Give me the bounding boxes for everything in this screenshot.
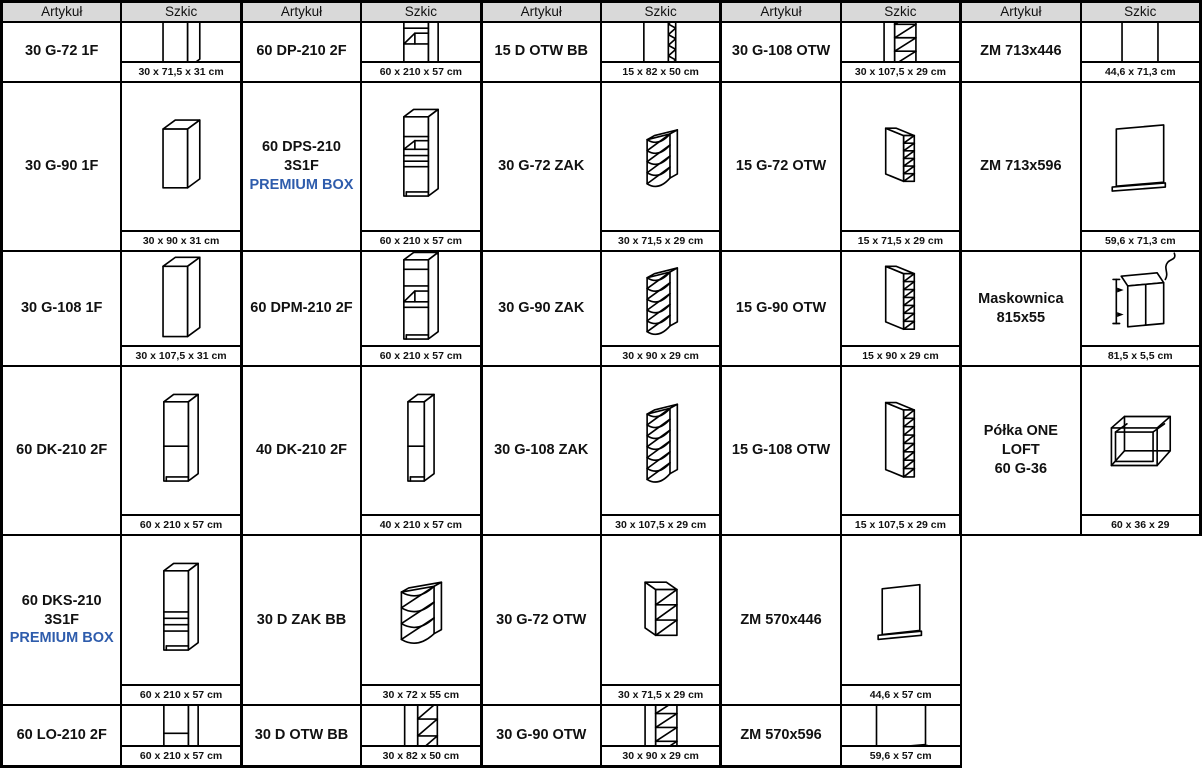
article-name: 60 DP-210 2F: [256, 43, 347, 60]
front-panel-570x596-icon: [842, 706, 960, 745]
dimensions-label: 30 x 107,5 x 31 cm: [122, 345, 239, 365]
article-cell: [241, 82, 361, 251]
sketch-cell: [841, 535, 961, 704]
wall-open-shelf-15-72-icon: [842, 83, 959, 230]
tall-cabinet-dps-icon: [362, 83, 479, 230]
column-header-artykul: Artykuł: [721, 2, 841, 22]
article-name: 60 DK-210 2F: [16, 442, 108, 459]
article-cell: [241, 22, 361, 82]
article-name: 60 DKS-210 3S1F: [21, 592, 102, 628]
article-name: 815x55: [996, 309, 1046, 326]
sketch-cell: [1081, 251, 1201, 366]
catalog-row: [2, 82, 1201, 251]
article-cell: [481, 535, 601, 704]
sketch-cell: [121, 535, 241, 704]
wall-open-shelf-30-90-icon: [602, 706, 719, 745]
sketch-cell: [841, 22, 961, 82]
wall-corner-shelf-90-icon: [602, 252, 719, 345]
sketch-cell: [361, 251, 481, 366]
article-name: 30 G-90 OTW: [496, 726, 587, 743]
article-cell: [2, 705, 122, 767]
wall-open-shelf-15-108-icon: [842, 367, 959, 514]
empty-cell: [1081, 705, 1201, 767]
article-name: 30 G-72 OTW: [496, 611, 587, 628]
open-frame-shelf-icon: [1082, 367, 1199, 514]
sketch-cell: [1081, 22, 1201, 82]
wall-open-shelf-30-72-icon: [602, 536, 719, 683]
article-name: 60 DPS-210 3S1F: [261, 139, 341, 175]
article-name: 30 G-72 ZAK: [498, 158, 585, 175]
dimensions-label: 60 x 36 x 29: [1082, 514, 1199, 534]
article-name: 40 DK-210 2F: [255, 442, 348, 459]
dimensions-label: 60 x 210 x 57 cm: [362, 345, 479, 365]
front-panel-713x446-icon: [1082, 23, 1199, 61]
article-name: 15 G-108 OTW: [731, 442, 831, 459]
column-header-szkic: Szkic: [361, 2, 481, 22]
sketch-cell: [841, 82, 961, 251]
dimensions-label: 15 x 82 x 50 cm: [602, 61, 719, 81]
dimensions-label: 30 x 90 x 29 cm: [602, 345, 719, 365]
dimensions-label: 44,6 x 57 cm: [842, 684, 960, 704]
article-cell: [2, 82, 122, 251]
front-panel-570x446-icon: [842, 536, 960, 683]
article-cell: [481, 82, 601, 251]
article-cell: [481, 22, 601, 82]
article-name: 30 G-72 1F: [25, 43, 99, 60]
tall-cabinet-lo-icon: [122, 706, 239, 745]
base-corner-shelf-30-icon: [362, 536, 479, 683]
empty-cell: [1081, 535, 1201, 704]
dimensions-label: 59,6 x 71,3 cm: [1082, 230, 1199, 250]
sketch-cell: [361, 366, 481, 535]
article-name: 30 G-108 ZAK: [494, 442, 589, 459]
empty-cell: [961, 705, 1081, 767]
dimensions-label: 30 x 71,5 x 31 cm: [122, 61, 239, 81]
sketch-cell: [841, 705, 961, 767]
base-open-shelf-30-icon: [362, 706, 479, 745]
empty-cell: [961, 535, 1081, 704]
dimensions-label: 15 x 90 x 29 cm: [842, 345, 959, 365]
article-name: 30 D ZAK BB: [256, 611, 347, 628]
article-name: 30 G-108 OTW: [731, 43, 831, 60]
sketch-cell: [361, 82, 481, 251]
dimensions-label: 81,5 x 5,5 cm: [1082, 345, 1199, 365]
dimensions-label: 59,6 x 57 cm: [842, 745, 960, 765]
tall-cabinet-dks-icon: [122, 536, 239, 683]
column-header-szkic: Szkic: [1081, 2, 1201, 22]
sketch-cell: [121, 22, 241, 82]
sketch-cell: [601, 705, 721, 767]
cabinet-1door-108-icon: [122, 252, 239, 345]
dimensions-label: 60 x 210 x 57 cm: [122, 684, 239, 704]
tall-cabinet-dk-60-icon: [122, 367, 239, 514]
dimensions-label: 60 x 210 x 57 cm: [362, 61, 479, 81]
wall-corner-shelf-108-icon: [602, 367, 719, 514]
dimensions-label: 30 x 107,5 x 29 cm: [602, 514, 719, 534]
tall-cabinet-dk-40-icon: [362, 367, 479, 514]
article-cell: [481, 366, 601, 535]
catalog-row: [2, 22, 1201, 82]
sketch-cell: [601, 22, 721, 82]
article-cell: [241, 705, 361, 767]
dimensions-label: 60 x 210 x 57 cm: [122, 514, 239, 534]
dimensions-label: 30 x 90 x 29 cm: [602, 745, 719, 765]
column-header-artykul: Artykuł: [2, 2, 122, 22]
sketch-cell: [121, 366, 241, 535]
article-cell: [721, 251, 841, 366]
article-name: 15 G-72 OTW: [735, 158, 827, 175]
sketch-cell: [841, 251, 961, 366]
sketch-cell: [1081, 82, 1201, 251]
article-name: ZM 570x596: [740, 726, 822, 743]
sketch-cell: [361, 705, 481, 767]
wall-open-shelf-15-90-icon: [842, 252, 959, 345]
column-header-artykul: Artykuł: [481, 2, 601, 22]
premium-box-label: PREMIUM BOX: [249, 176, 354, 193]
article-cell: [961, 82, 1081, 251]
dimensions-label: 40 x 210 x 57 cm: [362, 514, 479, 534]
sketch-cell: [601, 366, 721, 535]
article-name: 60 G-36: [994, 461, 1048, 478]
dimensions-label: 15 x 71,5 x 29 cm: [842, 230, 959, 250]
sketch-cell: [121, 705, 241, 767]
header-row: [2, 2, 1201, 22]
article-cell: [2, 22, 122, 82]
wall-corner-shelf-72-icon: [602, 83, 719, 230]
article-name: 60 LO-210 2F: [16, 726, 107, 743]
article-cell: [961, 366, 1081, 535]
dimensions-label: 30 x 90 x 31 cm: [122, 230, 239, 250]
sketch-cell: [601, 251, 721, 366]
article-cell: [961, 251, 1081, 366]
column-header-szkic: Szkic: [841, 2, 961, 22]
tall-cabinet-dp-icon: [362, 23, 479, 61]
article-cell: [2, 251, 122, 366]
article-cell: [961, 22, 1081, 82]
article-cell: [481, 705, 601, 767]
article-cell: [241, 251, 361, 366]
article-name: 30 G-108 1F: [20, 300, 103, 317]
dimensions-label: 30 x 107,5 x 29 cm: [842, 61, 959, 81]
dimensions-label: 44,6 x 71,3 cm: [1082, 61, 1199, 81]
article-cell: [721, 366, 841, 535]
dimensions-label: 30 x 72 x 55 cm: [362, 684, 479, 704]
article-name: Maskownica: [978, 290, 1064, 307]
sketch-cell: [601, 535, 721, 704]
catalog-row: [2, 251, 1201, 366]
article-name: 30 D OTW BB: [254, 726, 349, 743]
column-header-szkic: Szkic: [601, 2, 721, 22]
article-name: 30 G-90 ZAK: [498, 300, 585, 317]
sketch-cell: [841, 366, 961, 535]
article-name: ZM 570x446: [740, 611, 822, 628]
dimensions-label: 30 x 71,5 x 29 cm: [602, 684, 719, 704]
article-cell: [721, 22, 841, 82]
dimensions-label: 30 x 82 x 50 cm: [362, 745, 479, 765]
sketch-cell: [121, 82, 241, 251]
column-header-szkic: Szkic: [121, 2, 241, 22]
article-cell: [2, 535, 122, 704]
article-name: 15 G-90 OTW: [735, 300, 827, 317]
cabinet-1door-72-icon: [122, 23, 239, 61]
article-name: ZM 713x446: [980, 43, 1062, 60]
article-name: Półka ONE LOFT: [983, 423, 1058, 459]
base-open-shelf-15-icon: [602, 23, 719, 61]
article-name: 15 D OTW BB: [494, 43, 588, 60]
column-header-artykul: Artykuł: [961, 2, 1081, 22]
article-cell: [721, 82, 841, 251]
sketch-cell: [1081, 366, 1201, 535]
article-cell: [721, 535, 841, 704]
dimensions-label: 60 x 210 x 57 cm: [122, 745, 239, 765]
dimensions-label: 15 x 107,5 x 29 cm: [842, 514, 959, 534]
catalog-row: [2, 535, 1201, 704]
article-name: 60 DPM-210 2F: [250, 300, 353, 317]
article-cell: [481, 251, 601, 366]
article-cell: [241, 535, 361, 704]
article-name: 30 G-90 1F: [25, 158, 99, 175]
article-cell: [721, 705, 841, 767]
cabinet-1door-90-icon: [122, 83, 239, 230]
sketch-cell: [361, 535, 481, 704]
dimensions-label: 30 x 71,5 x 29 cm: [602, 230, 719, 250]
front-panel-713x596-icon: [1082, 83, 1199, 230]
sketch-cell: [601, 82, 721, 251]
wall-open-shelf-30-108-icon: [842, 23, 959, 61]
article-name: ZM 713x596: [980, 158, 1062, 175]
tall-cabinet-dpm-icon: [362, 252, 479, 345]
sketch-cell: [361, 22, 481, 82]
catalog-row: [2, 705, 1201, 767]
dimensions-label: 60 x 210 x 57 cm: [362, 230, 479, 250]
plinth-cover-cabinet-icon: [1082, 252, 1199, 345]
catalog-row: [2, 366, 1201, 535]
article-cell: [241, 366, 361, 535]
article-cell: [2, 366, 122, 535]
premium-box-label: PREMIUM BOX: [9, 630, 114, 647]
column-header-artykul: Artykuł: [241, 2, 361, 22]
sketch-cell: [121, 251, 241, 366]
